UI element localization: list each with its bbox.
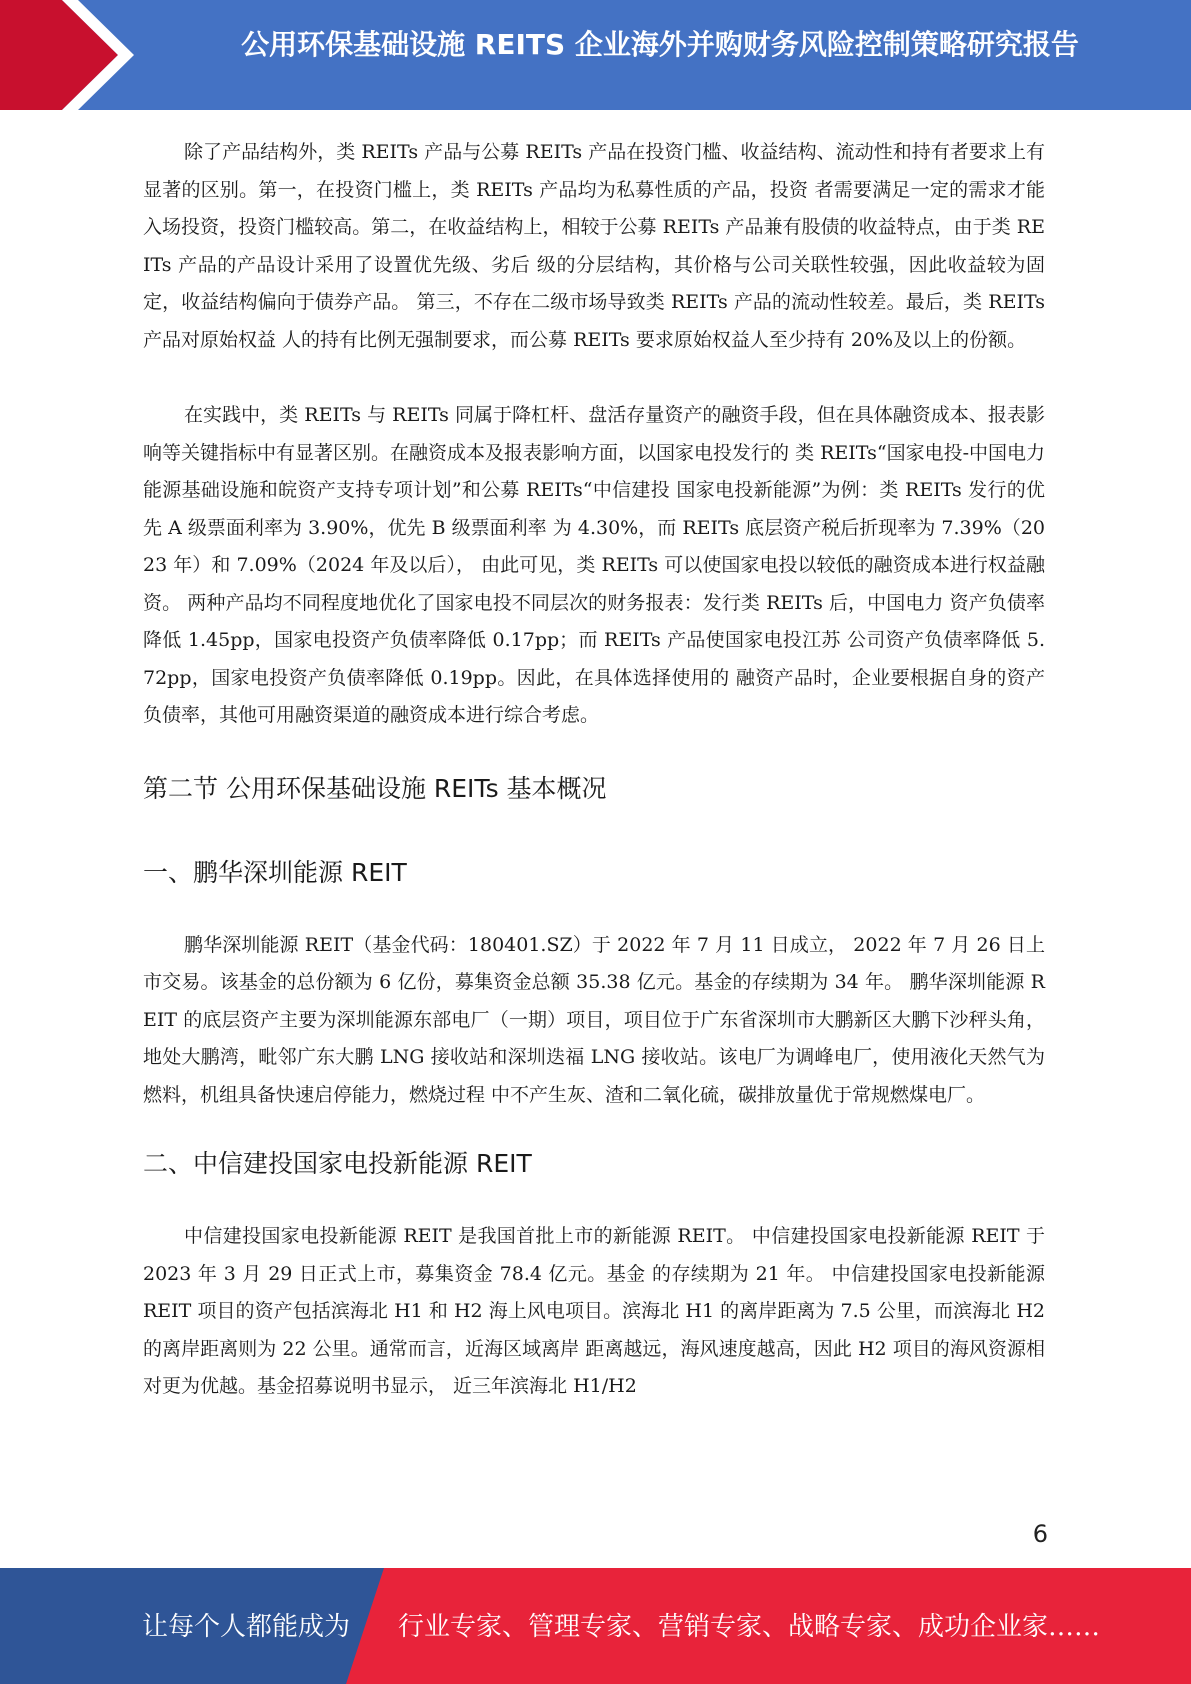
footer-banner	[0, 1568, 1191, 1684]
footer-slogan-left: 让每个人都能成为	[142, 1612, 351, 1642]
header-banner	[0, 0, 1191, 110]
paragraph-1: 除了产品结构外，类 REITs 产品与公募 REITs 产品在投资门槛、收益结构、流动性和持有者要求上有显著的区别。第一，在投资门槛上，类 REITs 产品均为私募性质的产品，投资 者需要满足一定的需求才能入场投资，投资门槛较高。第二，在收益结构上，相较于公募 REITs 产品兼有股债的收益特点，由于类 REITs 产品的产品设计采用了设置优先级、劣后 级的分层结构，其价格与公司关联性较强，因此收益较为固定，收益结构偏向于债券产品。 第三，不存在二级市场导致类 REITs 产品的流动性较差。最后，类 REITs 产品对原始权益 人的持有比例无强制要求，而公募 REITs 要求原始权益人至少持有 20%及以上的份额。	[143, 141, 1045, 351]
section-heading: 第二节 公用环保基础设施 REITs 基本概况	[143, 773, 607, 803]
header-chevron-decoration	[0, 0, 150, 110]
subsection-heading-2: 二、中信建投国家电投新能源 REIT	[143, 1149, 532, 1178]
paragraph-3: 鹏华深圳能源 REIT（基金代码：180401.SZ）于 2022 年 7 月 11 日成立， 2022 年 7 月 26 日上市交易。该基金的总份额为 6 亿份，募集资金总额 35.38 亿元。基金的存续期为 34 年。 鹏华深圳能源 REIT 的底层资产主要为深圳能源东部电厂（一期）项目，项目位于广东省深圳市大鹏新区大鹏下沙秤头角，地处大鹏湾，毗邻广东大鹏 LNG 接收站和深圳迭福 LNG 接收站。该电厂为调峰电厂，使用液化天然气为燃料，机组具备快速启停能力，燃烧过程 中不产生灰、渣和二氧化硫，碳排放量优于常规燃煤电厂。	[143, 933, 1045, 1106]
paragraph-2: 在实践中，类 REITs 与 REITs 同属于降杠杆、盘活存量资产的融资手段，但在具体融资成本、报表影响等关键指标中有显著区别。在融资成本及报表影响方面，以国家电投发行的 类 REITs“国家电投-中国电力能源基础设施和皖资产支持专项计划”和公募 REITs“中信建投 国家电投新能源”为例：类 REITs 发行的优先 A 级票面利率为 3.90%，优先 B 级票面利率 为 4.30%，而 REITs 底层资产税后折现率为 7.39%（2023 年）和 7.09%（2024 年及以后）， 由此可见，类 REITs 可以使国家电投以较低的融资成本进行权益融资。 两种产品均不同程度地优化了国家电投不同层次的财务报表：发行类 REITs 后，中国电力 资产负债率降低 1.45pp，国家电投资产负债率降低 0.17pp；而 REITs 产品使国家电投江苏 公司资产负债率降低 5.72pp，国家电投资产负债率降低 0.19pp。因此，在具体选择使用的 融资产品时，企业要根据自身的资产负债率，其他可用融资渠道的融资成本进行综合考虑。	[143, 404, 1045, 726]
main-content	[143, 134, 1045, 1406]
document-title: 公用环保基础设施 REITS 企业海外并购财务风险控制策略研究报告	[241, 28, 1079, 61]
page-number: 6	[1032, 1520, 1048, 1548]
subsection-heading-1: 一、鹏华深圳能源 REIT	[143, 857, 407, 887]
paragraph-4: 中信建投国家电投新能源 REIT 是我国首批上市的新能源 REIT。 中信建投国家电投新能源 REIT 于 2023 年 3 月 29 日正式上市，募集资金 78.4 亿元。基金 的存续期为 21 年。 中信建投国家电投新能源 REIT 项目的资产包括滨海北 H1 和 H2 海上风电项目。滨海北 H1 的离岸距离为 7.5 公里，而滨海北 H2 的离岸距离则为 22 公里。通常而言，近海区域离岸 距离越远，海风速度越高，因此 H2 项目的海风资源相对更为优越。基金招募说明书显示， 近三年滨海北 H1/H2	[143, 1225, 1045, 1397]
footer-slogan-right: 行业专家、管理专家、营销专家、战略专家、成功企业家……	[398, 1612, 1101, 1642]
